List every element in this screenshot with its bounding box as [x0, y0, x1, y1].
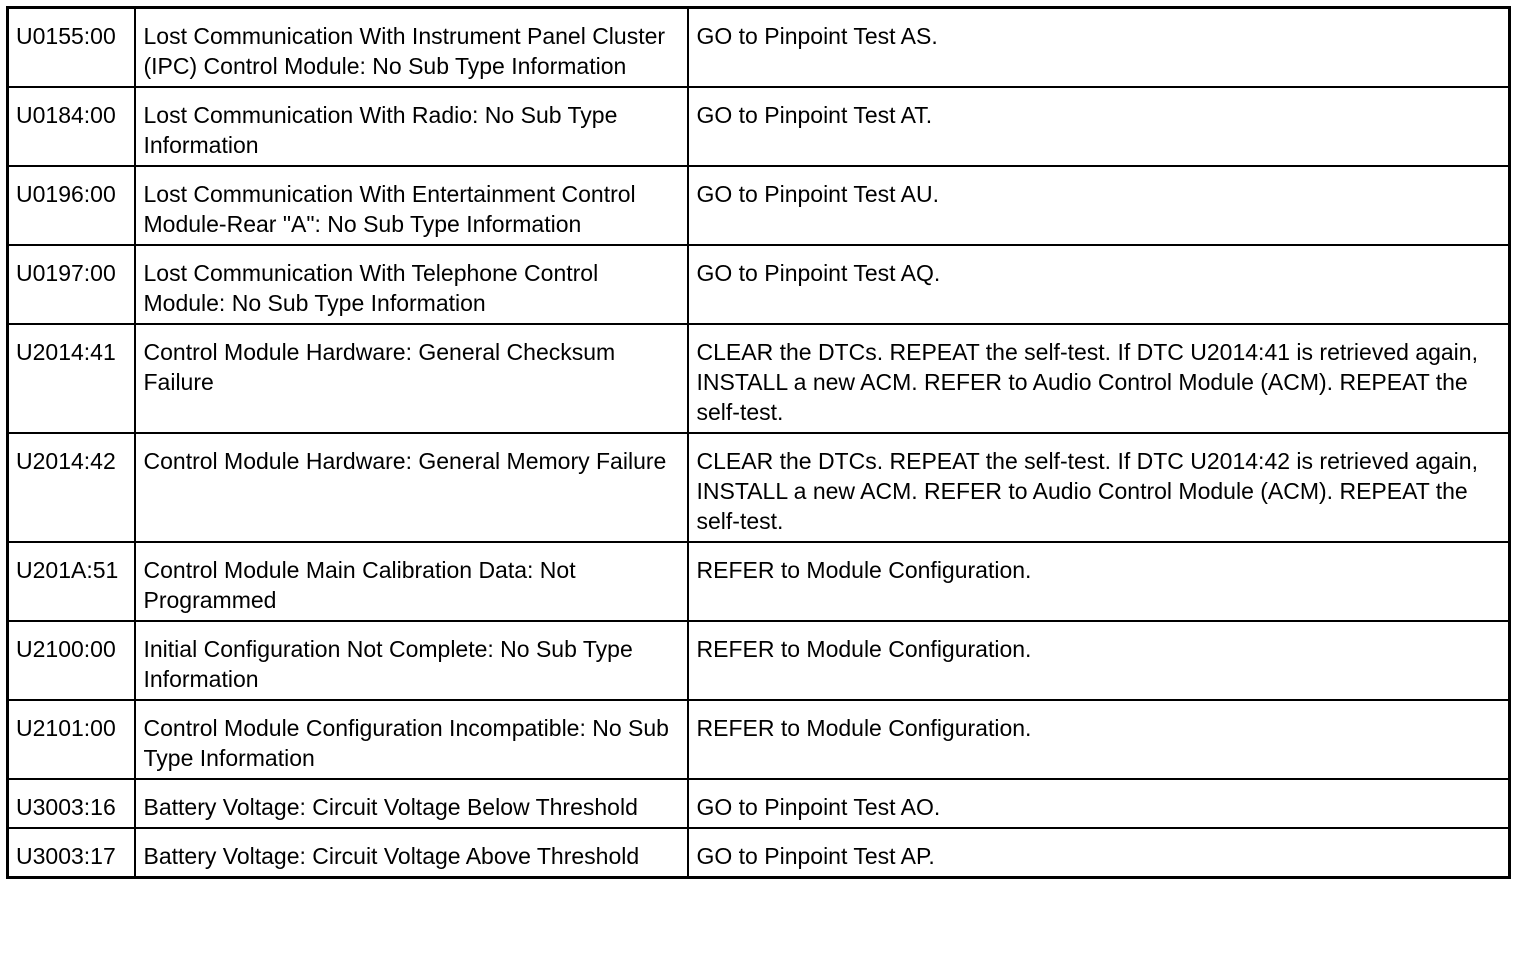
dtc-action: GO to Pinpoint Test AP.: [688, 828, 1510, 878]
dtc-description: Control Module Configuration Incompatible: No Sub Type Information: [135, 700, 688, 779]
dtc-description: Lost Communication With Radio: No Sub Type Information: [135, 87, 688, 166]
dtc-code: U0197:00: [8, 245, 135, 324]
dtc-action: REFER to Module Configuration.: [688, 542, 1510, 621]
dtc-action: GO to Pinpoint Test AS.: [688, 8, 1510, 88]
dtc-action: GO to Pinpoint Test AQ.: [688, 245, 1510, 324]
table-row: [8, 433, 1510, 542]
table-row: [8, 8, 1510, 88]
dtc-code: U2101:00: [8, 700, 135, 779]
dtc-code: U0155:00: [8, 8, 135, 88]
dtc-code: U3003:17: [8, 828, 135, 878]
dtc-code: U3003:16: [8, 779, 135, 828]
table-row: [8, 828, 1510, 878]
dtc-code: U0196:00: [8, 166, 135, 245]
dtc-description: Control Module Hardware: General Memory Failure: [135, 433, 688, 542]
dtc-code: U0184:00: [8, 87, 135, 166]
dtc-description: Battery Voltage: Circuit Voltage Below Threshold: [135, 779, 688, 828]
dtc-description: Control Module Main Calibration Data: Not Programmed: [135, 542, 688, 621]
table-row: [8, 700, 1510, 779]
dtc-description: Lost Communication With Telephone Control Module: No Sub Type Information: [135, 245, 688, 324]
table-row: [8, 87, 1510, 166]
table-row: [8, 621, 1510, 700]
table-row: [8, 542, 1510, 621]
dtc-code: U201A:51: [8, 542, 135, 621]
dtc-description: Initial Configuration Not Complete: No Sub Type Information: [135, 621, 688, 700]
dtc-action: CLEAR the DTCs. REPEAT the self-test. If DTC U2014:42 is retrieved again, INSTALL a new ACM. REFER to Audio Control Module (ACM). REPEAT the self-test.: [688, 433, 1510, 542]
table-row: [8, 324, 1510, 433]
table-row: [8, 245, 1510, 324]
dtc-description: Battery Voltage: Circuit Voltage Above Threshold: [135, 828, 688, 878]
dtc-code: U2014:42: [8, 433, 135, 542]
dtc-table-body: [8, 8, 1510, 878]
dtc-code: U2014:41: [8, 324, 135, 433]
dtc-table: [6, 6, 1511, 879]
dtc-description: Lost Communication With Instrument Panel Cluster (IPC) Control Module: No Sub Type Information: [135, 8, 688, 88]
dtc-action: CLEAR the DTCs. REPEAT the self-test. If DTC U2014:41 is retrieved again, INSTALL a new ACM. REFER to Audio Control Module (ACM). REPEAT the self-test.: [688, 324, 1510, 433]
dtc-description: Lost Communication With Entertainment Control Module-Rear "A": No Sub Type Information: [135, 166, 688, 245]
table-row: [8, 779, 1510, 828]
dtc-action: GO to Pinpoint Test AU.: [688, 166, 1510, 245]
dtc-description: Control Module Hardware: General Checksum Failure: [135, 324, 688, 433]
dtc-action: REFER to Module Configuration.: [688, 700, 1510, 779]
dtc-code: U2100:00: [8, 621, 135, 700]
dtc-action: REFER to Module Configuration.: [688, 621, 1510, 700]
dtc-action: GO to Pinpoint Test AT.: [688, 87, 1510, 166]
dtc-action: GO to Pinpoint Test AO.: [688, 779, 1510, 828]
table-row: [8, 166, 1510, 245]
